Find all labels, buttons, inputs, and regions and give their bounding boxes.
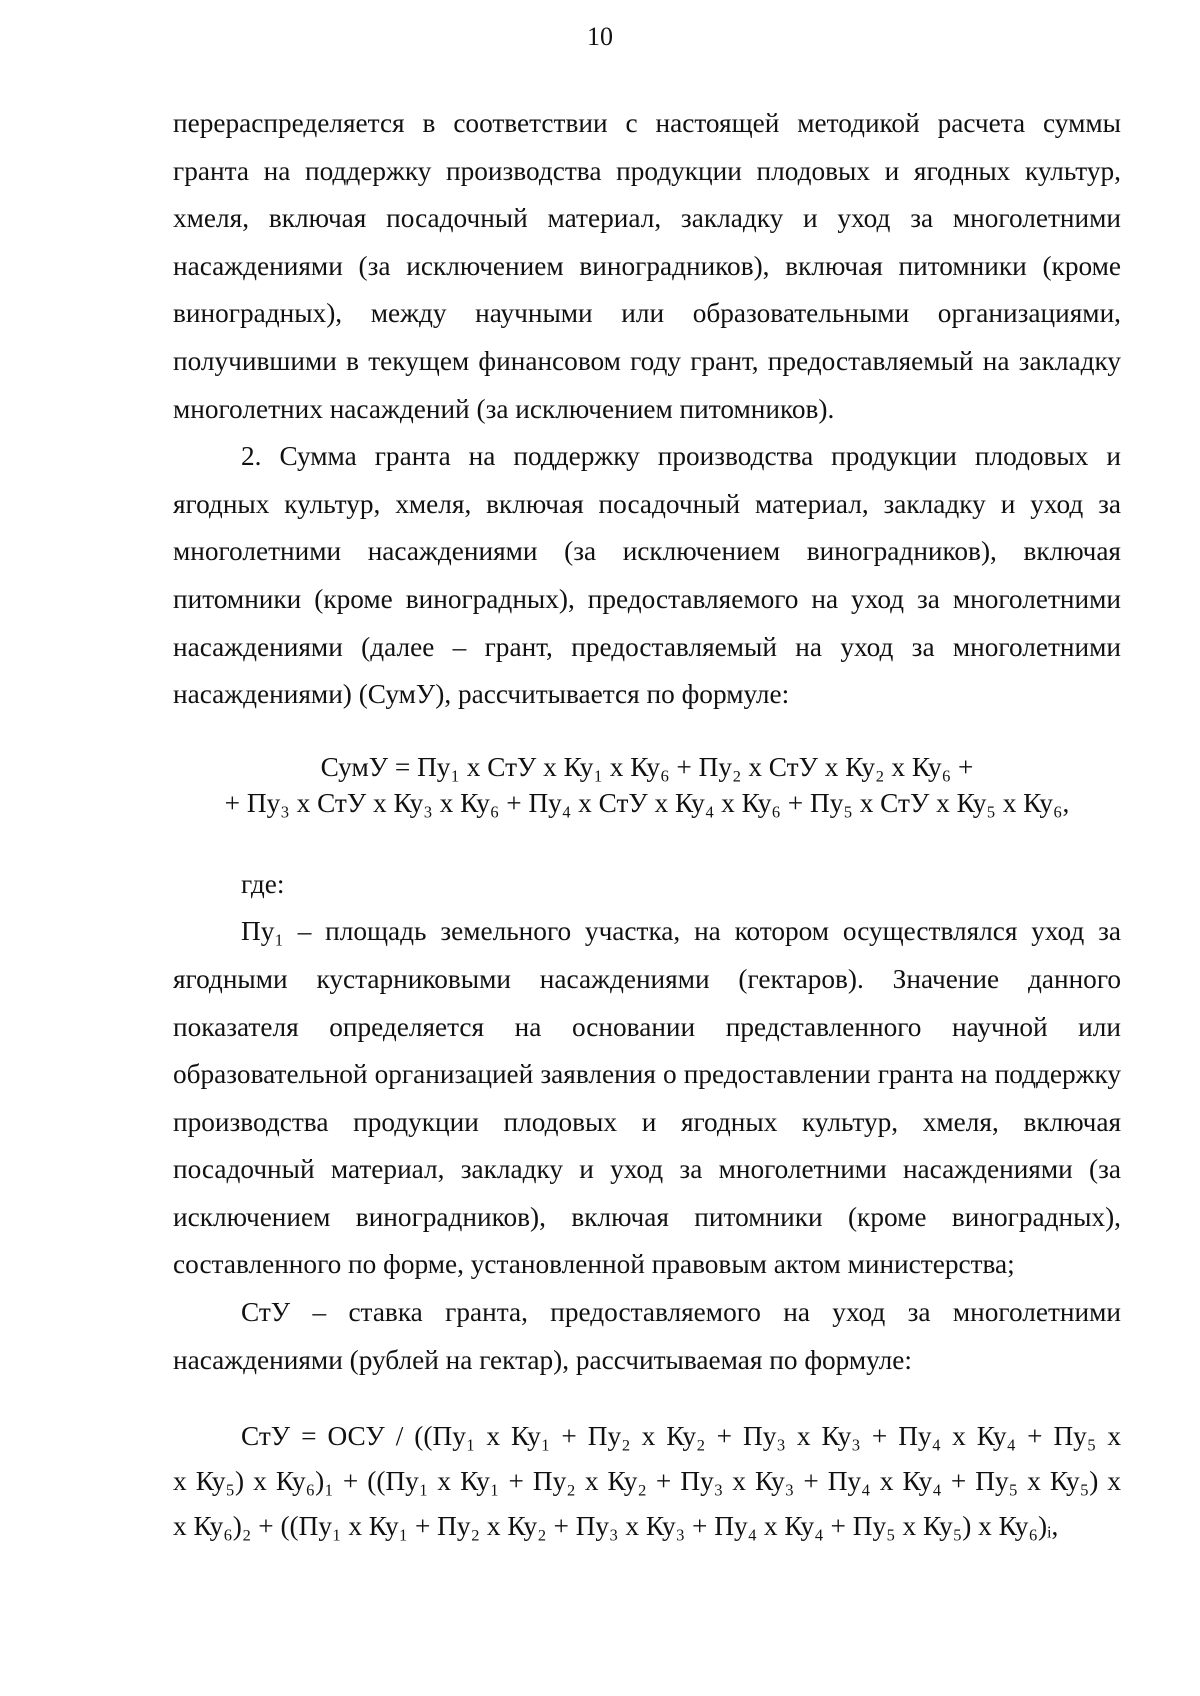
formula-stu-line-1: СтУ = ОСУ / ((Пу₁ х Ку₁ + Пу₂ х Ку₂ + Пу₃ х Ку₃ + Пу₄ х Ку₄ + Пу₅ х [241, 1421, 1121, 1452]
formula-stu [173, 1414, 1121, 1549]
definition-pu1: Пу₁ – площадь земельного участка, на котором осуществлялся уход за ягодными кустарниковыми насаждениями (гектаров). Значение данного показателя определяется на основании представленного научной или образовательной организацией заявления о предоставлении гранта на поддержку производства продукции плодовых и ягодных культур, хмеля, включая посадочный материал, закладку и уход за многолетними насаждениями (за исключением виноградников), включая питомники (кроме виноградных), составленного по форме, установленной правовым актом министерства; [173, 916, 1121, 1280]
formula-sumu-line-1: СумУ = Пу₁ х СтУ х Ку₁ х Ку₆ + Пу₂ х СтУ х Ку₂ х Ку₆ + [320, 751, 974, 782]
paragraph-continuation: перераспределяется в соответствии с настоящей методикой расчета суммы гранта на поддержку производства продукции плодовых и ягодных культур, хмеля, включая посадочный материал, закладку и уход за многолетними насаждениями (за исключением виноградников), включая питомники (кроме виноградных), между научными или образовательными организациями, получившими в текущем финансовом году грант, предоставляемый на закладку многолетних насаждений (за исключением питомников). [173, 108, 1121, 424]
where-label: где: [241, 868, 285, 899]
formula-sumu-line-2: + Пу₃ х СтУ х Ку₃ х Ку₆ + Пу₄ х СтУ х Ку₄ х Ку₆ + Пу₅ х СтУ х Ку₅ х Ку₆, [224, 787, 1070, 818]
formula-stu-line-2: х Ку₅) х Ку₆)₁ + ((Пу₁ х Ку₁ + Пу₂ х Ку₂ + Пу₃ х Ку₃ + Пу₄ х Ку₄ + Пу₅ х Ку₅) х [173, 1466, 1121, 1497]
formula-stu-line-3: х Ку₆)₂ + ((Пу₁ х Ку₁ + Пу₂ х Ку₂ + Пу₃ х Ку₃ + Пу₄ х Ку₄ + Пу₅ х Ку₅) х Ку₆)ᵢ, [173, 1511, 1059, 1542]
page-number: 10 [587, 22, 613, 51]
paragraph-item-2: 2. Сумма гранта на поддержку производства продукции плодовых и ягодных культур, хмеля, включая посадочный материал, закладку и уход за многолетними насаждениями (за исключением виноградников), включая питомники (кроме виноградных), предоставляемого на уход за многолетними насаждениями (далее – грант, предоставляемый на уход за многолетними насаждениями) (СумУ), рассчитывается по формуле: [173, 441, 1121, 710]
document-body [173, 100, 1121, 1549]
formula-sumu [173, 749, 1121, 821]
definition-stu: СтУ – ставка гранта, предоставляемого на уход за многолетними насаждениями (рублей на гектар), рассчитываемая по формуле: [173, 1297, 1121, 1375]
